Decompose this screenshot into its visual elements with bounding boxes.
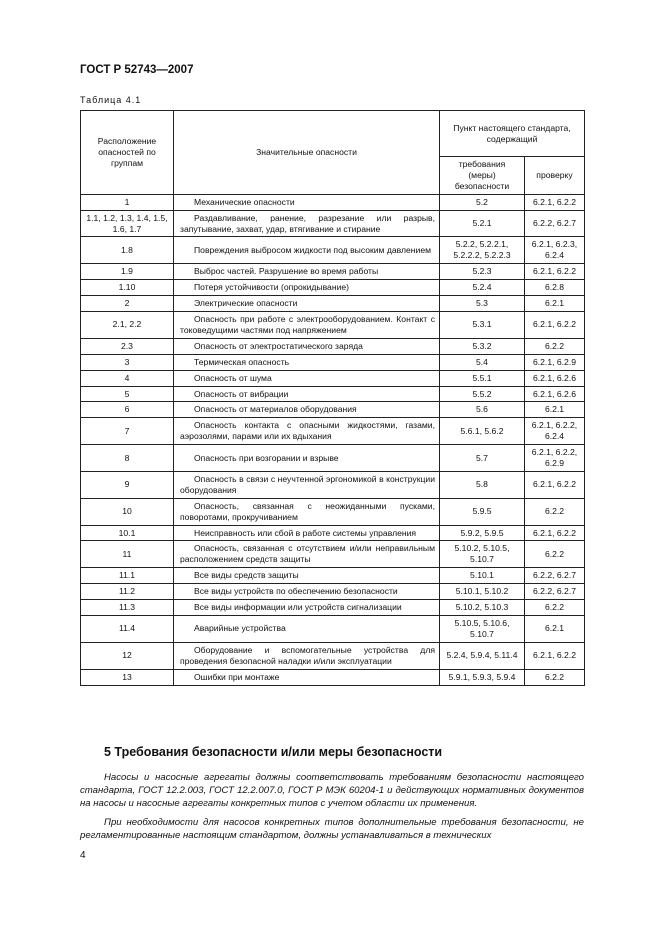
cell-group bbox=[81, 386, 174, 402]
cell-requirements bbox=[440, 525, 525, 541]
cell-hazard-text: Опасность контакта с опасными жидкостями, газами, аэрозолями, парами или их вдыхания bbox=[180, 420, 435, 442]
cell-requirements bbox=[440, 568, 525, 584]
cell-hazard bbox=[174, 600, 440, 616]
cell-hazard bbox=[174, 354, 440, 370]
cell-check bbox=[525, 471, 585, 498]
cell-requirements-text: 5.6 bbox=[476, 404, 488, 415]
cell-requirements-text: 5.10.5, 5.10.6, 5.10.7 bbox=[454, 618, 510, 639]
cell-requirements bbox=[440, 194, 525, 210]
table-row bbox=[81, 311, 585, 338]
cell-group bbox=[81, 616, 174, 643]
cell-requirements bbox=[440, 311, 525, 338]
table-row bbox=[81, 445, 585, 472]
cell-check-text: 6.2.2 bbox=[544, 602, 565, 613]
cell-hazard-text: Ошибки при монтаже bbox=[194, 671, 280, 682]
paragraph-2 bbox=[80, 817, 584, 843]
cell-check bbox=[525, 237, 585, 264]
cell-hazard-text: Опасность от шума bbox=[194, 372, 272, 383]
cell-hazard bbox=[174, 525, 440, 541]
table-row bbox=[81, 402, 585, 418]
cell-group-text: 2.3 bbox=[121, 340, 133, 351]
cell-requirements bbox=[440, 264, 525, 280]
cell-group-text: 1.10 bbox=[118, 282, 136, 293]
cell-group bbox=[81, 600, 174, 616]
cell-check-text: 6.2.1, 6.2.3, 6.2.4 bbox=[531, 239, 578, 261]
col-header-hazard: Значительные опасности bbox=[174, 111, 440, 195]
cell-requirements-text: 5.10.1 bbox=[470, 570, 494, 581]
cell-hazard bbox=[174, 642, 440, 669]
cell-hazard bbox=[174, 280, 440, 296]
table-row bbox=[81, 264, 585, 280]
cell-requirements bbox=[440, 210, 525, 237]
cell-requirements bbox=[440, 296, 525, 312]
table-caption: Таблица 4.1 bbox=[80, 95, 142, 105]
table-row bbox=[81, 498, 585, 525]
paragraph-1 bbox=[80, 772, 584, 810]
table-row bbox=[81, 584, 585, 600]
cell-check-text: 6.2.2, 6.2.7 bbox=[532, 218, 576, 229]
cell-requirements bbox=[440, 338, 525, 354]
cell-hazard bbox=[174, 386, 440, 402]
cell-hazard-text: Механические опасности bbox=[194, 196, 295, 207]
cell-hazard-text: Опасность в связи с неучтенной эргономикой в конструкции оборудования bbox=[180, 473, 435, 495]
hazards-table bbox=[80, 110, 585, 686]
cell-group bbox=[81, 669, 174, 685]
cell-hazard-text: Неисправность или сбой в работе системы управления bbox=[194, 527, 417, 538]
cell-hazard bbox=[174, 311, 440, 338]
cell-hazard-text: Раздавливание, ранение, разрезание или разрыв, запутывание, захват, удар, втягивание и стирание bbox=[180, 212, 435, 234]
cell-requirements-text: 5.5.1 bbox=[472, 372, 492, 383]
cell-check bbox=[525, 541, 585, 568]
table-row bbox=[81, 541, 585, 568]
cell-hazard bbox=[174, 445, 440, 472]
cell-group-text: 10 bbox=[122, 506, 132, 517]
cell-check-text: 6.2.1, 6.2.2 bbox=[532, 319, 576, 330]
cell-group bbox=[81, 642, 174, 669]
cell-requirements-text: 5.2.4 bbox=[472, 282, 492, 293]
paragraph-2-text: При необходимости для насосов конкретных типов дополнительные требования безопасности, не регламентированные настоящим стандартом, должны устанавливаться в технических bbox=[80, 817, 584, 841]
cell-check bbox=[525, 386, 585, 402]
cell-check-text: 6.2.1, 6.2.2 bbox=[532, 479, 576, 490]
table-row bbox=[81, 600, 585, 616]
cell-hazard bbox=[174, 194, 440, 210]
cell-group-text: 4 bbox=[124, 372, 130, 383]
cell-hazard-text: Опасность при возгорании и взрыве bbox=[194, 452, 339, 463]
cell-group-text: 2.1, 2.2 bbox=[112, 319, 142, 330]
cell-group bbox=[81, 541, 174, 568]
document-header: ГОСТ Р 52743—2007 bbox=[80, 64, 194, 76]
cell-group bbox=[81, 311, 174, 338]
cell-group bbox=[81, 338, 174, 354]
cell-group-text: 13 bbox=[122, 671, 132, 682]
cell-requirements-text: 5.9.5 bbox=[472, 506, 492, 517]
cell-group-text: 2 bbox=[124, 298, 130, 309]
cell-requirements-text: 5.6.1, 5.6.2 bbox=[460, 425, 504, 436]
cell-hazard-text: Потеря устойчивости (опрокидывание) bbox=[194, 282, 350, 293]
cell-hazard bbox=[174, 402, 440, 418]
cell-requirements bbox=[440, 600, 525, 616]
cell-check-text: 6.2.2 bbox=[544, 671, 565, 682]
paragraph-1-text: Насосы и насосные агрегаты должны соответствовать требованиям безопасности настоящего стандарта, ГОСТ 12.2.003, ГОСТ 12.2.007.0, ГОСТ Р МЭК 60204-1 и действующих нормативных документов на насосы и насосные агрегаты конкретных типов с учетом области их применения. bbox=[80, 772, 584, 809]
cell-hazard-text: Оборудование и вспомогательные устройства для проведения безопасной наладки и/или эксплуатации bbox=[180, 644, 435, 666]
table-row bbox=[81, 616, 585, 643]
cell-hazard-text: Опасность от электростатического заряда bbox=[194, 340, 363, 351]
cell-requirements-text: 5.3.2 bbox=[472, 340, 492, 351]
col-header-check: проверку bbox=[525, 157, 585, 195]
cell-requirements bbox=[440, 498, 525, 525]
cell-check bbox=[525, 370, 585, 386]
cell-group-text: 1.9 bbox=[121, 266, 133, 277]
cell-check bbox=[525, 616, 585, 643]
cell-hazard-text: Все виды информации или устройств сигнализации bbox=[194, 602, 402, 613]
cell-group bbox=[81, 194, 174, 210]
page-number: 4 bbox=[80, 850, 86, 861]
cell-check-text: 6.2.1, 6.2.2 bbox=[532, 650, 576, 661]
cell-hazard bbox=[174, 237, 440, 264]
table-row bbox=[81, 354, 585, 370]
cell-requirements bbox=[440, 584, 525, 600]
cell-check bbox=[525, 498, 585, 525]
cell-requirements-text: 5.4 bbox=[476, 356, 488, 367]
cell-hazard bbox=[174, 541, 440, 568]
table-row bbox=[81, 669, 585, 685]
cell-requirements-text: 5.2.2, 5.2.2.1, 5.2.2.2, 5.2.2.3 bbox=[453, 239, 511, 261]
cell-hazard-text: Электрические опасности bbox=[194, 298, 298, 309]
cell-check-text: 6.2.2, 6.2.7 bbox=[532, 586, 576, 597]
cell-group bbox=[81, 584, 174, 600]
cell-hazard bbox=[174, 568, 440, 584]
table-row bbox=[81, 338, 585, 354]
cell-check bbox=[525, 210, 585, 237]
cell-check-text: 6.2.8 bbox=[544, 282, 565, 293]
cell-requirements-text: 5.3 bbox=[476, 298, 488, 309]
cell-requirements bbox=[440, 471, 525, 498]
cell-hazard-text: Опасность, связанная с неожиданными пусками, поворотами, прокручиванием bbox=[180, 500, 435, 522]
cell-group-text: 7 bbox=[124, 425, 130, 436]
cell-requirements-text: 5.10.1, 5.10.2 bbox=[455, 586, 509, 597]
table-row bbox=[81, 370, 585, 386]
cell-requirements-text: 5.2 bbox=[476, 196, 488, 207]
cell-requirements-text: 5.2.3 bbox=[472, 266, 492, 277]
cell-group bbox=[81, 525, 174, 541]
cell-requirements bbox=[440, 370, 525, 386]
cell-check bbox=[525, 354, 585, 370]
cell-group-text: 8 bbox=[124, 452, 130, 463]
cell-group bbox=[81, 471, 174, 498]
cell-requirements bbox=[440, 280, 525, 296]
cell-check bbox=[525, 264, 585, 280]
cell-requirements bbox=[440, 541, 525, 568]
cell-check-text: 6.2.2 bbox=[544, 506, 565, 517]
cell-hazard-text: Аварийные устройства bbox=[194, 623, 286, 634]
cell-hazard-text: Повреждения выбросом жидкости под высоким давлением bbox=[194, 244, 432, 255]
cell-check bbox=[525, 280, 585, 296]
cell-check bbox=[525, 296, 585, 312]
cell-requirements bbox=[440, 445, 525, 472]
cell-group-text: 1.1, 1.2, 1.3, 1.4, 1.5, 1.6, 1.7 bbox=[86, 212, 168, 234]
cell-group bbox=[81, 210, 174, 237]
cell-requirements-text: 5.5.2 bbox=[472, 388, 492, 399]
cell-hazard bbox=[174, 616, 440, 643]
cell-requirements-text: 5.8 bbox=[476, 479, 488, 490]
cell-group-text: 1 bbox=[124, 196, 130, 207]
cell-requirements-text: 5.3.1 bbox=[472, 319, 492, 330]
cell-hazard bbox=[174, 471, 440, 498]
cell-check bbox=[525, 402, 585, 418]
cell-hazard bbox=[174, 370, 440, 386]
cell-hazard bbox=[174, 264, 440, 280]
cell-group bbox=[81, 264, 174, 280]
cell-group-text: 11 bbox=[122, 548, 132, 559]
cell-group bbox=[81, 445, 174, 472]
cell-requirements-text: 5.9.1, 5.9.3, 5.9.4 bbox=[448, 671, 516, 682]
cell-group bbox=[81, 296, 174, 312]
cell-check-text: 6.2.1, 6.2.6 bbox=[532, 372, 576, 383]
cell-check bbox=[525, 642, 585, 669]
cell-requirements bbox=[440, 354, 525, 370]
cell-group-text: 5 bbox=[124, 388, 130, 399]
cell-requirements bbox=[440, 616, 525, 643]
cell-hazard-text: Выброс частей. Разрушение во время работы bbox=[194, 266, 379, 277]
cell-hazard bbox=[174, 584, 440, 600]
table-row bbox=[81, 296, 585, 312]
cell-group bbox=[81, 370, 174, 386]
cell-requirements-text: 5.10.2, 5.10.5, 5.10.7 bbox=[454, 543, 510, 565]
table-body bbox=[81, 194, 585, 685]
cell-group-text: 3 bbox=[124, 356, 130, 367]
cell-requirements bbox=[440, 402, 525, 418]
cell-hazard-text: Опасность от вибрации bbox=[194, 388, 289, 399]
cell-hazard bbox=[174, 418, 440, 445]
col-header-clause: Пункт настоящего стандарта, содержащий bbox=[440, 111, 585, 157]
cell-check bbox=[525, 418, 585, 445]
cell-hazard-text: Опасность, связанная с отсутствием и/или неправильным расположением средств защиты bbox=[180, 543, 435, 565]
cell-check bbox=[525, 194, 585, 210]
cell-group-text: 10.1 bbox=[118, 527, 136, 538]
cell-hazard bbox=[174, 210, 440, 237]
cell-check-text: 6.2.1, 6.2.2 bbox=[532, 196, 576, 207]
cell-group-text: 6 bbox=[124, 404, 130, 415]
cell-hazard-text: Термическая опасность bbox=[194, 356, 290, 367]
cell-check-text: 6.2.1 bbox=[544, 623, 565, 634]
cell-group bbox=[81, 280, 174, 296]
cell-group bbox=[81, 237, 174, 264]
cell-check bbox=[525, 338, 585, 354]
cell-requirements-text: 5.2.4, 5.9.4, 5.11.4 bbox=[446, 650, 518, 661]
cell-check-text: 6.2.1 bbox=[544, 404, 565, 415]
cell-check-text: 6.2.1, 6.2.2, 6.2.9 bbox=[531, 447, 578, 469]
cell-requirements bbox=[440, 237, 525, 264]
cell-hazard-text: Все виды устройств по обеспечению безопасности bbox=[194, 586, 398, 597]
cell-group-text: 11.4 bbox=[118, 623, 136, 634]
col-header-group: Расположение опасностей по группам bbox=[81, 111, 174, 195]
cell-check-text: 6.2.1 bbox=[544, 298, 565, 309]
cell-check-text: 6.2.1, 6.2.2 bbox=[532, 527, 576, 538]
cell-group bbox=[81, 354, 174, 370]
table-row bbox=[81, 386, 585, 402]
cell-check-text: 6.2.2 bbox=[544, 340, 565, 351]
cell-hazard-text: Все виды средств защиты bbox=[194, 570, 299, 581]
cell-requirements bbox=[440, 669, 525, 685]
cell-check-text: 6.2.1, 6.2.2, 6.2.4 bbox=[531, 420, 578, 442]
section-title: 5 Требования безопасности и/или меры безопасности bbox=[104, 745, 443, 759]
cell-group-text: 1.8 bbox=[121, 244, 133, 255]
cell-requirements bbox=[440, 642, 525, 669]
cell-check bbox=[525, 669, 585, 685]
cell-check-text: 6.2.1, 6.2.6 bbox=[532, 388, 576, 399]
table-row bbox=[81, 237, 585, 264]
cell-hazard bbox=[174, 338, 440, 354]
cell-check bbox=[525, 311, 585, 338]
cell-group bbox=[81, 418, 174, 445]
table-row bbox=[81, 280, 585, 296]
cell-requirements bbox=[440, 386, 525, 402]
cell-check-text: 6.2.2 bbox=[544, 548, 565, 559]
col-header-requirements: требования (меры) безопасности bbox=[440, 157, 525, 195]
cell-check bbox=[525, 568, 585, 584]
table-row bbox=[81, 194, 585, 210]
cell-hazard bbox=[174, 669, 440, 685]
table-row bbox=[81, 642, 585, 669]
cell-group bbox=[81, 498, 174, 525]
table-row bbox=[81, 471, 585, 498]
table-row bbox=[81, 210, 585, 237]
table-row bbox=[81, 568, 585, 584]
cell-group bbox=[81, 402, 174, 418]
cell-requirements-text: 5.2.1 bbox=[472, 218, 492, 229]
cell-check bbox=[525, 525, 585, 541]
cell-requirements-text: 5.7 bbox=[476, 452, 488, 463]
cell-check bbox=[525, 584, 585, 600]
cell-check-text: 6.2.2, 6.2.7 bbox=[532, 570, 576, 581]
cell-group bbox=[81, 568, 174, 584]
cell-group-text: 11.1 bbox=[118, 570, 136, 581]
cell-hazard bbox=[174, 296, 440, 312]
cell-requirements-text: 5.9.2, 5.9.5 bbox=[460, 527, 504, 538]
cell-requirements-text: 5.10.2, 5.10.3 bbox=[455, 602, 509, 613]
cell-group-text: 9 bbox=[124, 479, 130, 490]
cell-hazard-text: Опасность при работе с электрооборудованием. Контакт с токоведущими частями под напряжением bbox=[180, 313, 435, 335]
cell-hazard-text: Опасность от материалов оборудования bbox=[194, 404, 357, 415]
cell-hazard bbox=[174, 498, 440, 525]
cell-check bbox=[525, 600, 585, 616]
cell-requirements bbox=[440, 418, 525, 445]
cell-group-text: 11.2 bbox=[118, 586, 136, 597]
table-row bbox=[81, 525, 585, 541]
cell-check bbox=[525, 445, 585, 472]
cell-group-text: 12 bbox=[122, 650, 132, 661]
cell-group-text: 11.3 bbox=[118, 602, 136, 613]
cell-check-text: 6.2.1, 6.2.2 bbox=[532, 266, 576, 277]
cell-check-text: 6.2.1, 6.2.9 bbox=[532, 356, 576, 367]
table-row bbox=[81, 418, 585, 445]
